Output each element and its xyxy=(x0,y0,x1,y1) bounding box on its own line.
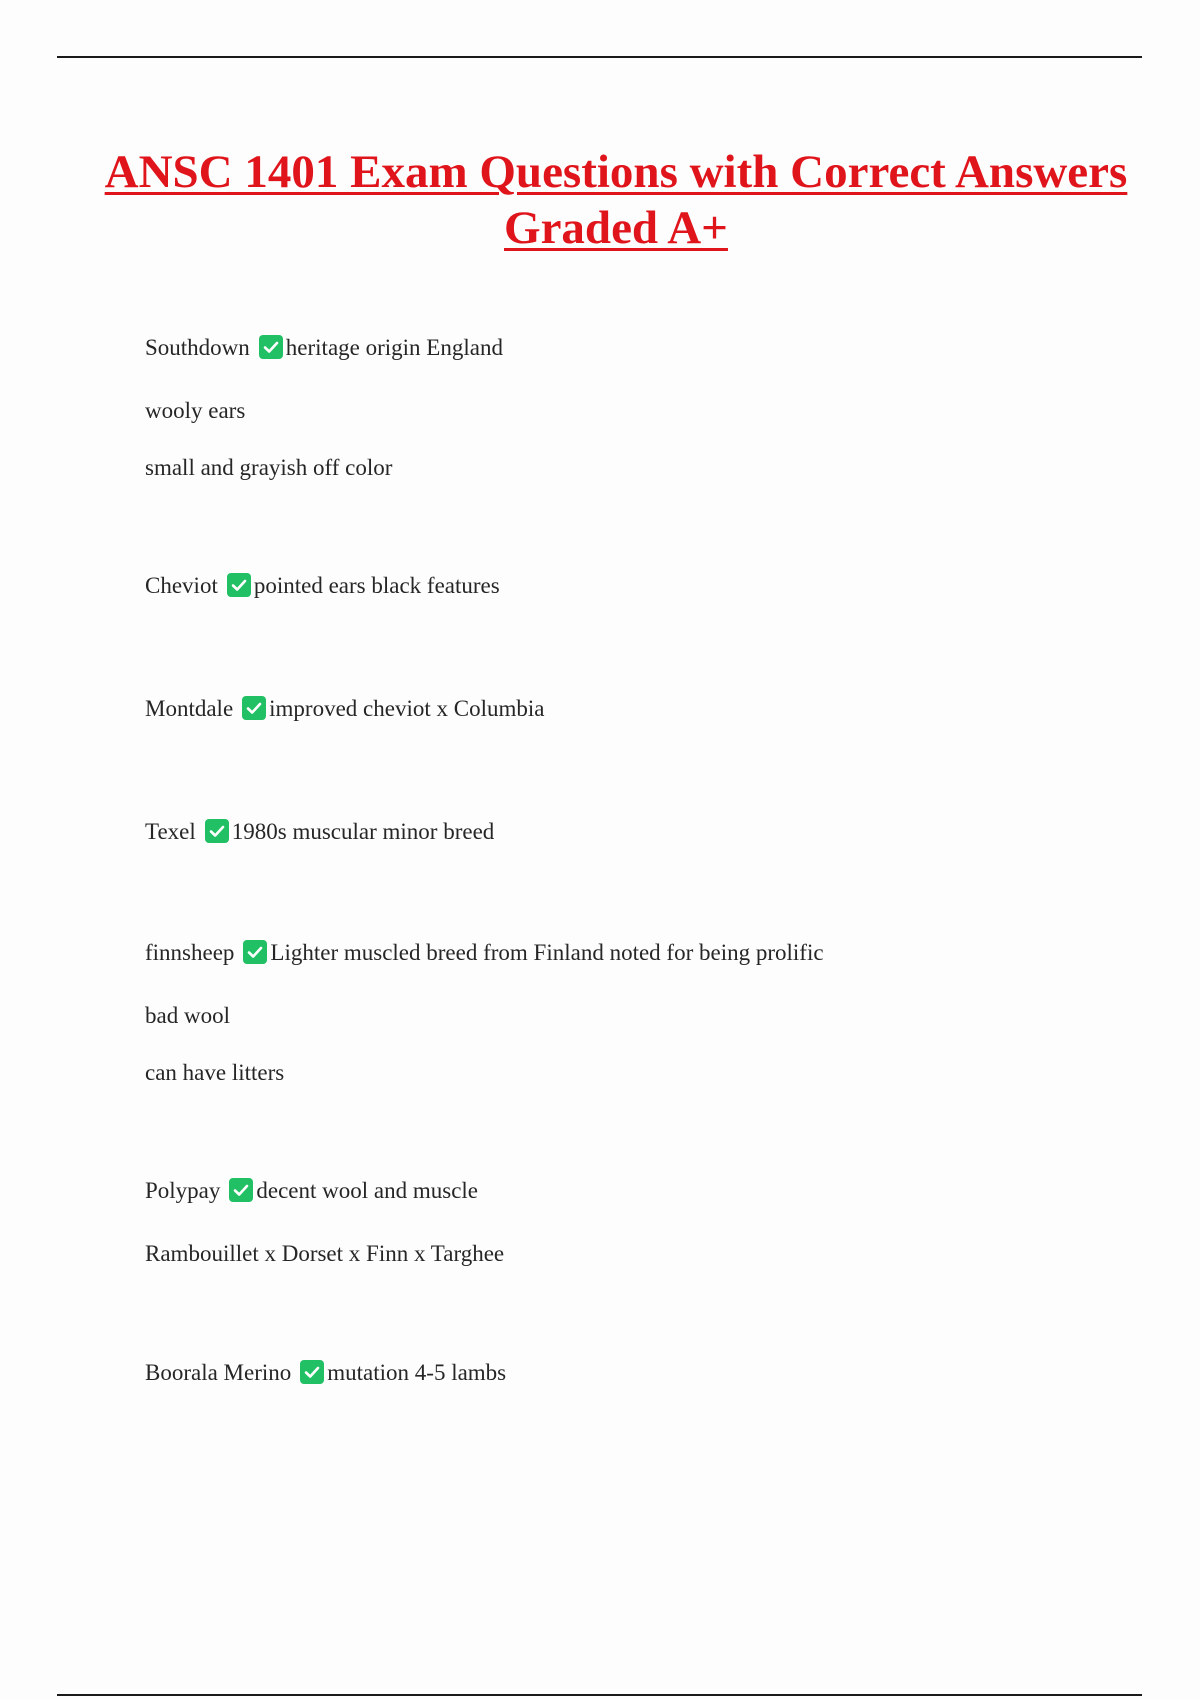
answer: Lighter muscled breed from Finland noted for being prolific xyxy=(270,940,824,965)
qa-item-southdown xyxy=(145,334,503,362)
check-mark-icon xyxy=(300,1360,324,1384)
term: finnsheep xyxy=(145,940,235,965)
top-rule xyxy=(57,56,1142,58)
term: Southdown xyxy=(145,335,250,360)
answer: mutation 4-5 lambs xyxy=(327,1360,507,1385)
qa-item-boorala-merino xyxy=(145,1359,506,1387)
answer: decent wool and muscle xyxy=(256,1178,479,1203)
qa-item-cheviot xyxy=(145,572,500,600)
term: Texel xyxy=(145,819,196,844)
check-mark-icon xyxy=(229,1178,253,1202)
answer: heritage origin England xyxy=(285,335,503,360)
answer: pointed ears black features xyxy=(253,573,500,598)
qa-item-finnsheep xyxy=(145,939,824,967)
term: Polypay xyxy=(145,1178,221,1203)
qa-item-texel xyxy=(145,818,494,846)
detail-line: Rambouillet x Dorset x Finn x Targhee xyxy=(145,1241,505,1266)
answer: 1980s muscular minor breed xyxy=(231,819,495,844)
detail-line: can have litters xyxy=(145,1060,285,1085)
check-mark-icon xyxy=(205,819,229,843)
answer: improved cheviot x Columbia xyxy=(269,696,545,721)
check-mark-icon xyxy=(227,573,251,597)
term: Cheviot xyxy=(145,573,218,598)
detail-line: bad wool xyxy=(145,1003,230,1028)
detail-line: small and grayish off color xyxy=(145,455,393,480)
check-mark-icon xyxy=(242,696,266,720)
detail-line: wooly ears xyxy=(145,398,246,423)
term: Montdale xyxy=(145,696,234,721)
qa-item-polypay xyxy=(145,1177,478,1205)
qa-item-montdale xyxy=(145,695,544,723)
check-mark-icon xyxy=(259,335,283,359)
document-title: ANSC 1401 Exam Questions with Correct Answers Graded A+ xyxy=(104,146,1128,254)
bottom-rule xyxy=(57,1694,1142,1696)
check-mark-icon xyxy=(243,940,267,964)
term: Boorala Merino xyxy=(145,1360,292,1385)
